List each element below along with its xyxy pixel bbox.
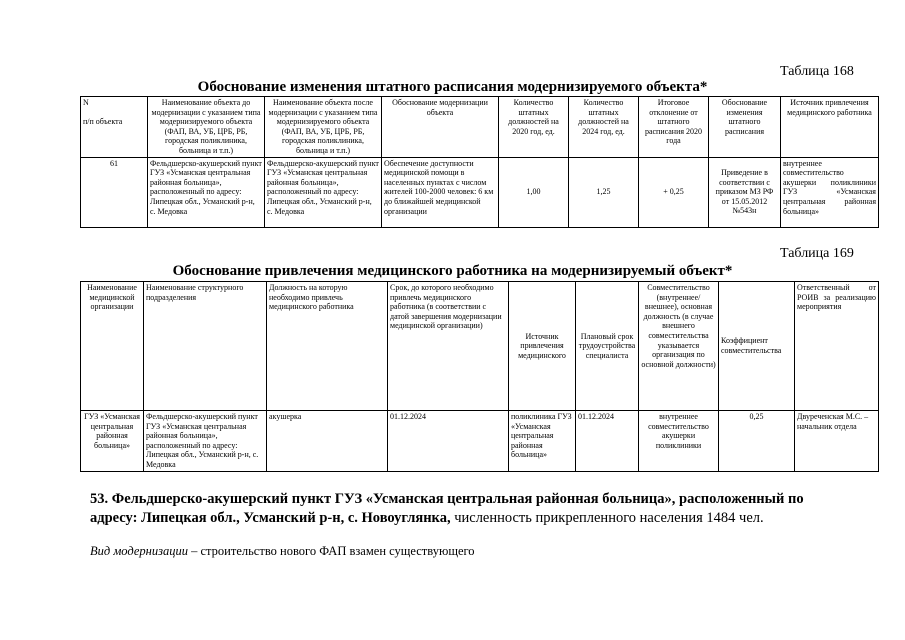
t168-reason: Обеспечение доступности медицинской помощи в населенных пунктах с числом жителей 100-2000 человек: 6 км до ближайшей медицинской организации [382,157,499,227]
t168-staff2020: 1,00 [499,157,569,227]
table-169-header-row [81,282,879,411]
table-168 [80,96,879,228]
t169-h-subdivision: Наименование структурного подразделения [144,282,267,411]
t169-responsible: Двуреченская М.С. – начальник отдела [795,411,879,472]
t169-planned: 01.12.2024 [576,411,639,472]
t169-source: поликлиника ГУЗ «Усманская центральная районная больница» [509,411,576,472]
t169-h-combination: Совместительство (внутреннее/внешнее), основная должность (в случае внешнего совместительства указывается организация по основной должности) [639,282,719,411]
t168-h-before: Наименование объекта до модернизации с указанием типа модернизируемого объекта (ФАП, ВА, УБ, ЦРБ, РБ, городская поликлиника, больница и т.п.) [148,97,265,158]
table-168-title: Обоснование изменения штатного расписания модернизируемого объекта* [197,79,708,95]
t168-change-reason: Приведение в соответствии с приказом МЗ РФ от 15.05.2012 №543н [709,157,781,227]
t169-h-coefficient: Коэффициент совместительства [719,282,795,411]
t169-h-responsible: Ответственный от РОИВ за реализацию мероприятия [795,282,879,411]
t169-coefficient: 0,25 [719,411,795,472]
table-168-label: Таблица 168 [780,64,854,79]
section-53-heading-bold: 53. Фельдшерско-акушерский пункт ГУЗ «Усманская центральная районная больница», расположенный по адресу: Липецкая обл., Усманский р-н, с. Новоуглянка, [90,491,804,526]
t168-h-change-reason: Обоснование изменения штатного расписания [709,97,781,158]
t168-deviation: + 0,25 [639,157,709,227]
t168-source: внутреннее совместительство акушерки поликлиники ГУЗ «Усманская центральная районная больница» [781,157,879,227]
table-169-title: Обоснование привлечения медицинского работника на модернизируемый объект* [172,263,733,279]
t168-h-num: N п/п объекта [81,97,148,158]
t169-h-planned: Плановый срок трудоустройства специалиста [576,282,639,411]
t169-combination: внутреннее совместительство акушерки поликлиники [639,411,719,472]
t168-before: Фельдшерско-акушерский пункт ГУЗ «Усманская центральная районная больница», расположенный по адресу: Липецкая обл., Усманский р-н, с. Медовка [148,157,265,227]
section-53-population: численность прикрепленного населения 1484 чел. [450,510,764,526]
t169-org: ГУЗ «Усманская центральная районная больница» [81,411,144,472]
t169-position: акушерка [267,411,388,472]
table-row [81,411,879,472]
modernization-type-text: – строительство нового ФАП взамен существующего [188,544,475,558]
t168-num: 61 [81,157,148,227]
t169-deadline: 01.12.2024 [388,411,509,472]
t169-h-source: Источник привлечения медицинского [509,282,576,411]
t168-staff2024: 1,25 [569,157,639,227]
table-row [81,157,879,227]
t169-subdivision: Фельдшерско-акушерский пункт ГУЗ «Усманская центральная районная больница», расположенный по адресу: Липецкая обл., Усманский р-н, с. Медовка [144,411,267,472]
t168-h-staff2024: Количество штатных должностей на 2024 год, ед. [569,97,639,158]
t168-after: Фельдшерско-акушерский пункт ГУЗ «Усманская центральная районная больница», расположенный по адресу: Липецкая обл., Усманский р-н, с. Медовка [265,157,382,227]
table-169-label: Таблица 169 [780,246,854,261]
t169-h-deadline: Срок, до которого необходимо привлечь медицинского работника (в соответствии с датой завершения модернизации медицинской организации) [388,282,509,411]
t168-h-after: Наименование объекта после модернизации с указанием типа модернизируемого объекта (ФАП, ВА, УБ, ЦРБ, РБ, городская поликлиника, больница и т.п.) [265,97,382,158]
t168-h-source: Источник привлечения медицинского работника [781,97,879,158]
modernization-type-label: Вид модернизации [90,544,188,558]
t168-h-deviation: Итоговое отклонение от штатного расписания 2020 года [639,97,709,158]
section-53-heading [90,490,850,528]
t169-h-position: Должность на которую необходимо привлечь медицинского работника [267,282,388,411]
t168-h-staff2020: Количество штатных должностей на 2020 год, ед. [499,97,569,158]
table-168-header-row [81,97,879,158]
t168-h-reason: Обоснование модернизации объекта [382,97,499,158]
modernization-type-line [90,544,475,559]
table-169 [80,281,879,472]
t169-h-org: Наименование медицинской организации [81,282,144,411]
